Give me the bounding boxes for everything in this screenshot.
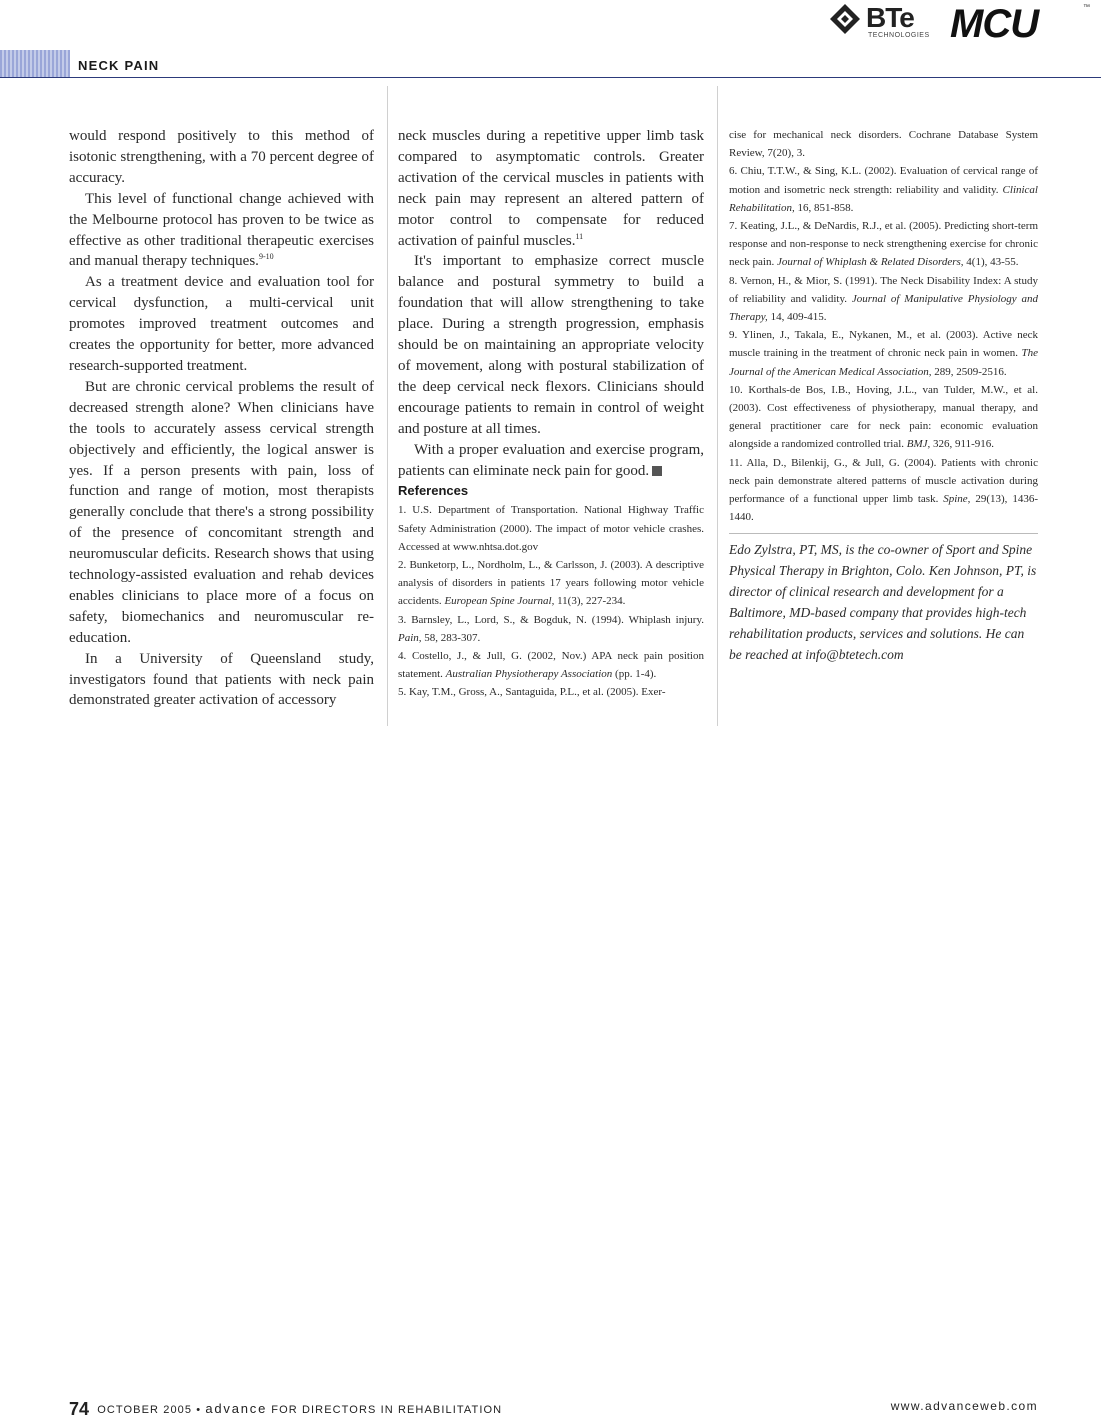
reference-item: 6. Chiu, T.T.W., & Sing, K.L. (2002). Evaluation of cervical range of motion and isometric neck strength: reliability and validity. Clinical Rehabilitation, 16, 851-858.	[729, 165, 1038, 214]
paragraph: neck muscles during a repetitive upper limb task compared to asymptomatic controls. Greater activation of the cervical muscles in patients with neck pain may represent an altered pattern of motor control to compensate for reduced activation of painful muscles.$^{11}$	[398, 128, 704, 249]
section-title: NECK PAIN	[78, 58, 160, 73]
bte-logo-text: BTe	[866, 2, 914, 33]
reference-item: cise for mechanical neck disorders. Cochrane Database System Review, 7(20), 3.	[729, 129, 1038, 160]
mcu-logo: MCU	[950, 2, 1039, 46]
column-divider	[717, 86, 718, 726]
reference-item: 1. U.S. Department of Transportation. National Highway Traffic Safety Administration (2000). The impact of motor vehicle crashes. Accessed at www.nhtsa.dot.gov	[398, 504, 704, 553]
article-column-3	[729, 126, 1038, 666]
reference-item: 8. Vernon, H., & Mior, S. (1991). The Neck Disability Index: A study of reliability and validity. Journal of Manipulative Physiology and Therapy, 14, 409-415.	[729, 274, 1038, 324]
page-number: 74	[69, 1399, 90, 1419]
article-column-1	[69, 126, 374, 711]
section-color-bar	[0, 50, 70, 78]
paragraph: As a treatment device and evaluation tool for cervical dysfunction, a multi-cervical unit promotes improved treatment outcomes and creates the opportunity for better, more advanced research-supported treatment.	[69, 274, 374, 374]
footer-left	[69, 1399, 502, 1420]
paragraph: This level of functional change achieved with the Melbourne protocol has proven to be twice as effective as other traditional therapeutic exercises and manual therapy techniques.$^{9-10}$	[69, 190, 374, 270]
citation-superscript: 9-10	[258, 252, 274, 262]
author-bio: Edo Zylstra, PT, MS, is the co-owner of Sport and Spine Physical Therapy in Brighton, Colo. Ken Johnson, PT, is director of clinical research and development for a Baltimore, MD-based company that provides high-tech rehabilitation products, services and solutions. He can be reached at info@btetech.com	[729, 542, 1037, 662]
reference-item: 5. Kay, T.M., Gross, A., Santaguida, P.L., et al. (2005). Exer-	[398, 686, 666, 699]
paragraph: With a proper evaluation and exercise program, patients can eliminate neck pain for good.	[398, 441, 704, 479]
citation-superscript: 11	[575, 231, 584, 241]
reference-item: 3. Barnsley, L., Lord, S., & Bogduk, N. (1994). Whiplash injury. Pain, 58, 283-307.	[398, 613, 704, 644]
paragraph: would respond positively to this method of isotonic strengthening, with a 70 percent degree of accuracy.	[69, 128, 374, 186]
reference-item: 10. Korthals-de Bos, I.B., Hoving, J.L., van Tulder, M.W., et al. (2003). Cost effectiveness of physiotherapy, manual therapy, and general practitioner care for neck pain: economic evaluation alongside a randomized controlled trial. BMJ, 326, 911-916.	[729, 383, 1038, 451]
paragraph: But are chronic cervical problems the result of decreased strength alone? When clinicians have the tools to accurately assess cervical strength objectively and efficiently, the logical answer is yes. If a person presents with pain, loss of function and range of motion, most therapists generally conclude that there's a strong possibility of the presence of concomitant strength and neuromuscular deficits. Research shows that using technology-assisted evaluation and rehab devices enables clinicians to place more of a focus on safety, biomechanics and neuromuscular re-education.	[69, 378, 374, 646]
issue-date: OCTOBER 2005	[97, 1404, 193, 1416]
paragraph: It's important to emphasize correct muscle balance and postural symmetry to build a foundation that will allow strengthening to take place. During a strength progression, emphasis should be on maintaining an appropriate velocity of movement, along with postural stabilization of the deep cervical neck flexors. Clinicians should encourage patients to remain in control of weight and posture at all times.	[398, 253, 704, 437]
bte-logo-subtext: TECHNOLOGIES	[868, 32, 930, 39]
references-heading: References	[398, 483, 469, 499]
footer-bullet: •	[196, 1404, 202, 1416]
bte-diamond-icon	[830, 4, 860, 34]
publication-brand: advance	[205, 1401, 268, 1416]
end-of-article-icon	[652, 466, 662, 476]
footer-website: www.advanceweb.com	[890, 1399, 1038, 1413]
trademark-mark: ™	[1083, 4, 1090, 11]
publication-name: FOR DIRECTORS IN REHABILITATION	[271, 1404, 503, 1416]
reference-item: 2. Bunketorp, L., Nordholm, L., & Carlsson, J. (2003). A descriptive analysis of disorders in patients 17 years following motor vehicle accidents. European Spine Journal, 11(3), 227-234.	[398, 559, 704, 608]
column-divider	[387, 86, 388, 726]
reference-item: 9. Ylinen, J., Takala, E., Nykanen, M., et al. (2003). Active neck muscle training in the treatment of chronic neck pain in women. The Journal of the American Medical Association, 289, 2509-2516.	[729, 329, 1038, 378]
bte-logo	[830, 2, 940, 42]
bio-divider	[729, 533, 1038, 534]
header-rule	[0, 77, 1101, 78]
reference-item: 11. Alla, D., Bilenkij, G., & Jull, G. (2004). Patients with chronic neck pain demonstrate altered patterns of muscle activation during performance of a functional upper limb task. Spine, 29(13), 1436-1440.	[729, 456, 1038, 524]
reference-item: 7. Keating, J.L., & DeNardis, R.J., et al. (2005). Predicting short-term response and non-response to neck strengthening exercise for chronic neck pain. Journal of Whiplash & Related Disorders, 4(1), 43-55.	[729, 220, 1038, 269]
paragraph: In a University of Queensland study, investigators found that patients with neck pain demonstrated greater activation of accessory	[69, 650, 374, 709]
article-column-2	[398, 126, 704, 702]
reference-item: 4. Costello, J., & Jull, G. (2002, Nov.) APA neck pain position statement. Australian Physiotherapy Association (pp. 1-4).	[398, 650, 704, 681]
